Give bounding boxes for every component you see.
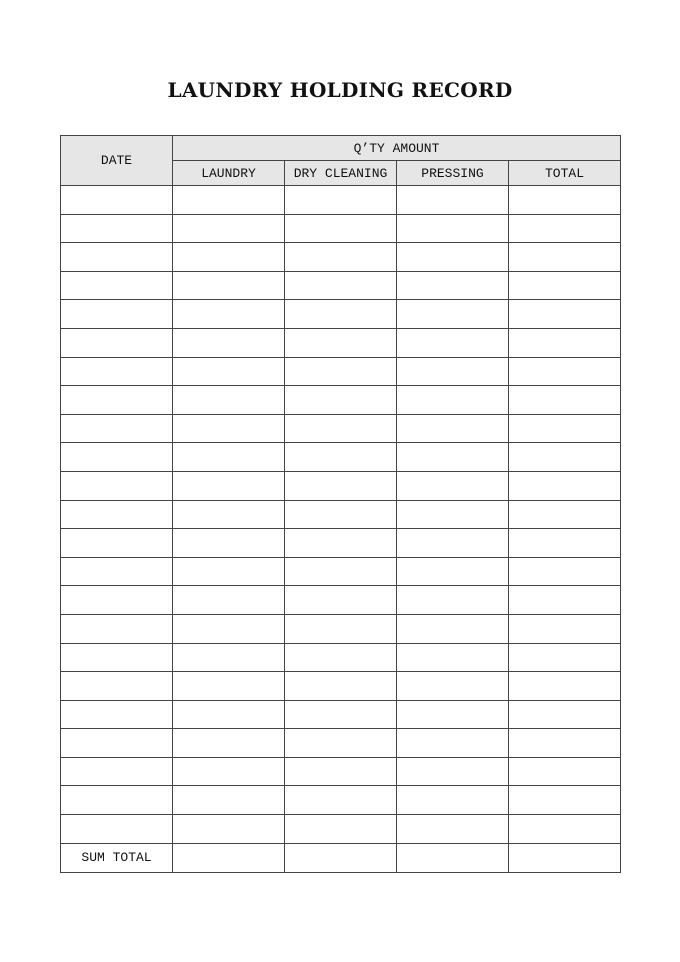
dry-cleaning-cell[interactable] <box>285 672 397 701</box>
dry-cleaning-cell[interactable] <box>285 443 397 472</box>
table-row <box>61 386 621 415</box>
table-row <box>61 672 621 701</box>
total-cell[interactable] <box>509 328 621 357</box>
total-cell[interactable] <box>509 757 621 786</box>
total-cell[interactable] <box>509 357 621 386</box>
pressing-cell[interactable] <box>397 243 509 272</box>
date-cell[interactable] <box>61 214 173 243</box>
total-cell[interactable] <box>509 643 621 672</box>
dry-cleaning-cell[interactable] <box>285 529 397 558</box>
laundry-cell[interactable] <box>173 243 285 272</box>
dry-cleaning-cell[interactable] <box>285 386 397 415</box>
pressing-cell[interactable] <box>397 300 509 329</box>
pressing-header: PRESSING <box>397 161 509 186</box>
laundry-cell[interactable] <box>173 729 285 758</box>
date-cell[interactable] <box>61 700 173 729</box>
dry-cleaning-cell[interactable] <box>285 328 397 357</box>
table-row <box>61 729 621 758</box>
table-row <box>61 443 621 472</box>
qty-amount-header: Q’TY AMOUNT <box>173 136 621 161</box>
pressing-cell[interactable] <box>397 500 509 529</box>
pressing-cell[interactable] <box>397 414 509 443</box>
dry-cleaning-cell[interactable] <box>285 300 397 329</box>
date-cell[interactable] <box>61 271 173 300</box>
date-cell[interactable] <box>61 643 173 672</box>
laundry-cell[interactable] <box>173 328 285 357</box>
table-row <box>61 643 621 672</box>
pressing-cell[interactable] <box>397 186 509 215</box>
laundry-cell[interactable] <box>173 815 285 844</box>
total-header: TOTAL <box>509 161 621 186</box>
date-cell[interactable] <box>61 471 173 500</box>
total-cell[interactable] <box>509 815 621 844</box>
pressing-cell[interactable] <box>397 757 509 786</box>
table-row <box>61 243 621 272</box>
table-row <box>61 586 621 615</box>
table-row <box>61 328 621 357</box>
sum-total-label: SUM TOTAL <box>61 843 173 872</box>
laundry-cell[interactable] <box>173 271 285 300</box>
date-cell[interactable] <box>61 186 173 215</box>
date-cell[interactable] <box>61 786 173 815</box>
pressing-cell[interactable] <box>397 614 509 643</box>
table-row <box>61 186 621 215</box>
pressing-cell[interactable] <box>397 328 509 357</box>
laundry-header: LAUNDRY <box>173 161 285 186</box>
total-cell[interactable] <box>509 786 621 815</box>
date-cell[interactable] <box>61 386 173 415</box>
pressing-cell[interactable] <box>397 386 509 415</box>
total-cell[interactable] <box>509 300 621 329</box>
total-cell[interactable] <box>509 414 621 443</box>
table-row <box>61 529 621 558</box>
total-cell[interactable] <box>509 529 621 558</box>
laundry-cell[interactable] <box>173 614 285 643</box>
record-body <box>61 186 621 873</box>
laundry-cell[interactable] <box>173 386 285 415</box>
table-row <box>61 700 621 729</box>
table-row <box>61 614 621 643</box>
date-cell[interactable] <box>61 443 173 472</box>
dry-cleaning-cell[interactable] <box>285 614 397 643</box>
total-cell[interactable] <box>509 729 621 758</box>
date-cell[interactable] <box>61 328 173 357</box>
date-cell[interactable] <box>61 243 173 272</box>
laundry-cell[interactable] <box>173 443 285 472</box>
dry-cleaning-cell[interactable] <box>285 186 397 215</box>
pressing-cell[interactable] <box>397 529 509 558</box>
table-row <box>61 500 621 529</box>
laundry-cell[interactable] <box>173 500 285 529</box>
date-cell[interactable] <box>61 300 173 329</box>
total-cell[interactable] <box>509 214 621 243</box>
laundry-cell[interactable] <box>173 557 285 586</box>
date-cell[interactable] <box>61 757 173 786</box>
laundry-cell[interactable] <box>173 672 285 701</box>
pressing-cell[interactable] <box>397 815 509 844</box>
laundry-cell[interactable] <box>173 529 285 558</box>
date-cell[interactable] <box>61 586 173 615</box>
pressing-cell[interactable] <box>397 214 509 243</box>
table-row <box>61 414 621 443</box>
table-row <box>61 471 621 500</box>
laundry-cell[interactable] <box>173 471 285 500</box>
date-header: DATE <box>61 136 173 186</box>
laundry-cell[interactable] <box>173 757 285 786</box>
pressing-cell[interactable] <box>397 443 509 472</box>
dry-cleaning-cell[interactable] <box>285 700 397 729</box>
table-row <box>61 757 621 786</box>
page-title: LAUNDRY HOLDING RECORD <box>167 78 513 102</box>
sum-total-cell[interactable] <box>509 843 621 872</box>
dry-cleaning-cell[interactable] <box>285 414 397 443</box>
total-cell[interactable] <box>509 243 621 272</box>
dry-cleaning-cell[interactable] <box>285 500 397 529</box>
laundry-cell[interactable] <box>173 214 285 243</box>
dry-cleaning-cell[interactable] <box>285 243 397 272</box>
total-cell[interactable] <box>509 500 621 529</box>
table-row <box>61 214 621 243</box>
pressing-cell[interactable] <box>397 786 509 815</box>
date-cell[interactable] <box>61 729 173 758</box>
laundry-cell[interactable] <box>173 414 285 443</box>
total-cell[interactable] <box>509 443 621 472</box>
total-cell[interactable] <box>509 586 621 615</box>
table-row <box>61 786 621 815</box>
laundry-cell[interactable] <box>173 700 285 729</box>
date-cell[interactable] <box>61 357 173 386</box>
date-cell[interactable] <box>61 815 173 844</box>
dry-cleaning-cell[interactable] <box>285 357 397 386</box>
total-cell[interactable] <box>509 557 621 586</box>
dry-cleaning-cell[interactable] <box>285 757 397 786</box>
laundry-cell[interactable] <box>173 186 285 215</box>
laundry-cell[interactable] <box>173 786 285 815</box>
date-cell[interactable] <box>61 529 173 558</box>
laundry-cell[interactable] <box>173 586 285 615</box>
pressing-cell[interactable] <box>397 729 509 758</box>
date-cell[interactable] <box>61 557 173 586</box>
dry-cleaning-cell[interactable] <box>285 786 397 815</box>
dry-cleaning-cell[interactable] <box>285 471 397 500</box>
table-row <box>61 300 621 329</box>
total-cell[interactable] <box>509 672 621 701</box>
laundry-cell[interactable] <box>173 300 285 329</box>
dry-cleaning-cell[interactable] <box>285 643 397 672</box>
laundry-cell[interactable] <box>173 643 285 672</box>
total-cell[interactable] <box>509 700 621 729</box>
dry-cleaning-cell[interactable] <box>285 586 397 615</box>
dry-cleaning-cell[interactable] <box>285 729 397 758</box>
dry-cleaning-cell[interactable] <box>285 214 397 243</box>
total-cell[interactable] <box>509 386 621 415</box>
dry-cleaning-cell[interactable] <box>285 557 397 586</box>
date-cell[interactable] <box>61 672 173 701</box>
table-row <box>61 271 621 300</box>
dry-cleaning-cell[interactable] <box>285 271 397 300</box>
laundry-cell[interactable] <box>173 357 285 386</box>
table-row <box>61 557 621 586</box>
pressing-cell[interactable] <box>397 471 509 500</box>
pressing-cell[interactable] <box>397 700 509 729</box>
sum-dry-cleaning-cell[interactable] <box>285 843 397 872</box>
total-cell[interactable] <box>509 471 621 500</box>
pressing-cell[interactable] <box>397 672 509 701</box>
table-row <box>61 357 621 386</box>
dry-cleaning-cell[interactable] <box>285 815 397 844</box>
laundry-record-table <box>60 135 621 873</box>
table-row <box>61 815 621 844</box>
sum-laundry-cell[interactable] <box>173 843 285 872</box>
total-cell[interactable] <box>509 271 621 300</box>
total-cell[interactable] <box>509 186 621 215</box>
date-cell[interactable] <box>61 614 173 643</box>
total-cell[interactable] <box>509 614 621 643</box>
pressing-cell[interactable] <box>397 643 509 672</box>
pressing-cell[interactable] <box>397 557 509 586</box>
pressing-cell[interactable] <box>397 357 509 386</box>
date-cell[interactable] <box>61 414 173 443</box>
sum-total-row <box>61 843 621 872</box>
dry-cleaning-header: DRY CLEANING <box>285 161 397 186</box>
date-cell[interactable] <box>61 500 173 529</box>
pressing-cell[interactable] <box>397 271 509 300</box>
sum-pressing-cell[interactable] <box>397 843 509 872</box>
pressing-cell[interactable] <box>397 586 509 615</box>
